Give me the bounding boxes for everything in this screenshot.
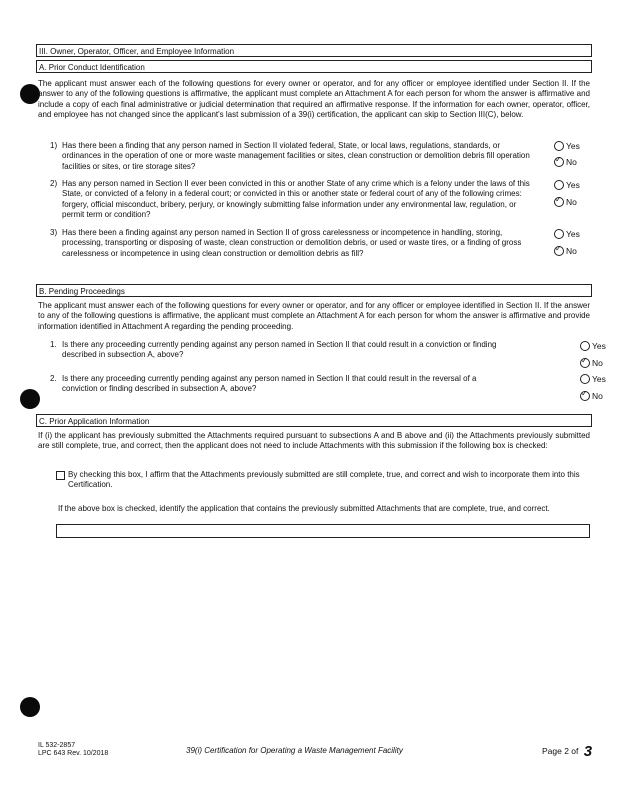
option-label: Yes <box>566 229 580 239</box>
option-label: No <box>566 157 577 167</box>
question-text: Has there been a finding against any person named in Section II of gross carelessness or incompetence in handling, storing, processing, transporting or disposing of waste, clean construction or demolition debris, or used or waste tires, or a finding of gross carelessness or incompetence in using clean construction or demolition debris as fill? <box>62 228 522 258</box>
question-b1-yes-option[interactable] <box>580 341 606 352</box>
reaffirm-attachments-label: By checking this box, I affirm that the Attachments previously submitted are still complete, true, and correct and wish to incorporate them into this Certification. <box>68 470 580 490</box>
prior-application-field[interactable] <box>56 524 590 538</box>
section-3-header <box>36 44 592 57</box>
question-a1 <box>50 141 540 173</box>
question-a3-yes-option[interactable] <box>554 229 580 240</box>
section-b-intro: The applicant must answer each of the following questions for every owner or operator, and for any officer or employee identified in Section II. If the answer to any of the following questions is affirmative, the applicant must complete an Attachment A for each person for whom the answer is affirmative and provide information identified in Attachment A regarding the pending proceeding. <box>38 301 590 331</box>
question-number: 1. <box>50 340 57 349</box>
option-label: Yes <box>566 180 580 190</box>
question-b2-yes-option[interactable] <box>580 374 606 385</box>
radio-checked-icon[interactable] <box>554 246 564 256</box>
section-3-title: III. Owner, Operator, Officer, and Employee Information <box>39 47 235 56</box>
section-b-title: B. Pending Proceedings <box>39 287 125 296</box>
radio-icon[interactable] <box>554 229 564 239</box>
question-number: 1) <box>50 141 58 150</box>
question-a3 <box>50 228 540 272</box>
radio-checked-icon[interactable] <box>580 391 590 401</box>
option-label: No <box>566 197 577 207</box>
radio-checked-icon[interactable] <box>580 358 590 368</box>
question-a1-yes-option[interactable] <box>554 141 580 152</box>
punch-hole-top <box>20 84 40 104</box>
question-b2 <box>50 374 520 396</box>
question-text: Has any person named in Section II ever been convicted in this or another State of any crime which is a felony under the laws of this State, or convicted of a felony in a federal court; or convicted in this or another state or federal court of any of the following crimes: forgery, official misconduct, bribery, perjury, or knowingly submitting false information under any environmental law, regulation, or permit term or condition? <box>62 179 530 220</box>
option-label: Yes <box>592 374 606 384</box>
reaffirm-attachments-checkbox[interactable] <box>56 471 65 480</box>
option-label: Yes <box>592 341 606 351</box>
section-c-title: C. Prior Application Information <box>39 417 150 426</box>
question-b2-no-option[interactable] <box>580 391 603 402</box>
question-a2 <box>50 179 540 223</box>
radio-icon[interactable] <box>580 374 590 384</box>
radio-icon[interactable] <box>554 141 564 151</box>
section-a-intro: The applicant must answer each of the following questions for every owner or operator, and for any officer or employee identified under Section II. If the answer to any of the following questions is affirmative, the applicant must complete an Attachment A for each person for whom the answer is affirmative and include a copy of each final administrative or judicial determination that required an affirmative response. If the information for each owner, operator, officer, and employee has not changed since the applicant's last submission of a 39(i) certification, the applicant can skip to Section III(C), below. <box>38 79 590 119</box>
form-revision: LPC 643 Rev. 10/2018 <box>38 750 109 757</box>
question-number: 2) <box>50 179 58 188</box>
radio-icon[interactable] <box>554 180 564 190</box>
option-label: No <box>592 391 603 401</box>
option-label: No <box>592 358 603 368</box>
section-a-title: A. Prior Conduct Identification <box>39 63 145 72</box>
question-a3-no-option[interactable] <box>554 246 577 257</box>
question-b1-no-option[interactable] <box>580 358 603 369</box>
question-text: Is there any proceeding currently pending against any person named in Section II that could result in the reversal of a conviction or finding described in subsection A, above? <box>62 374 477 394</box>
punch-hole-middle <box>20 389 40 409</box>
question-a2-no-option[interactable] <box>554 197 577 208</box>
form-id: IL 532-2857 <box>38 742 76 749</box>
question-number: 3) <box>50 228 58 237</box>
option-label: Yes <box>566 141 580 151</box>
punch-hole-bottom <box>20 697 40 717</box>
question-a1-no-option[interactable] <box>554 157 577 168</box>
question-number: 2. <box>50 374 57 383</box>
radio-checked-icon[interactable] <box>554 197 564 207</box>
section-c-header <box>36 414 592 427</box>
radio-checked-icon[interactable] <box>554 157 564 167</box>
question-b1 <box>50 340 520 362</box>
identify-application-instruction: If the above box is checked, identify the application that contains the previously submitted Attachments that are complete, true, and correct. <box>58 504 550 513</box>
form-title: 39(i) Certification for Operating a Waste Management Facility <box>186 746 403 755</box>
question-text: Is there any proceeding currently pending against any person named in Section II that could result in a conviction or finding described in subsection A, above? <box>62 340 497 360</box>
radio-icon[interactable] <box>580 341 590 351</box>
question-a2-yes-option[interactable] <box>554 180 580 191</box>
section-a-header <box>36 60 592 73</box>
page-number <box>542 743 592 760</box>
section-c-intro: If (i) the applicant has previously submitted the Attachments required pursuant to subsections A and B above and (ii) the Attachments previously submitted are still complete, true, and correct, then the applicant does not need to include Attachments with this submission if the following box is checked: <box>38 431 590 451</box>
option-label: No <box>566 246 577 256</box>
page-total: 3 <box>583 743 593 760</box>
section-b-header <box>36 284 592 297</box>
question-text: Has there been a finding that any person named in Section II violated federal, State, or local laws, regulations, standards, or ordinances in the operation of one or more waste management facilities or sites, clean construction or demolition debris fill operation facilities or sites, or tire storage sites? <box>62 141 530 171</box>
page-label: Page 2 of <box>542 746 579 756</box>
